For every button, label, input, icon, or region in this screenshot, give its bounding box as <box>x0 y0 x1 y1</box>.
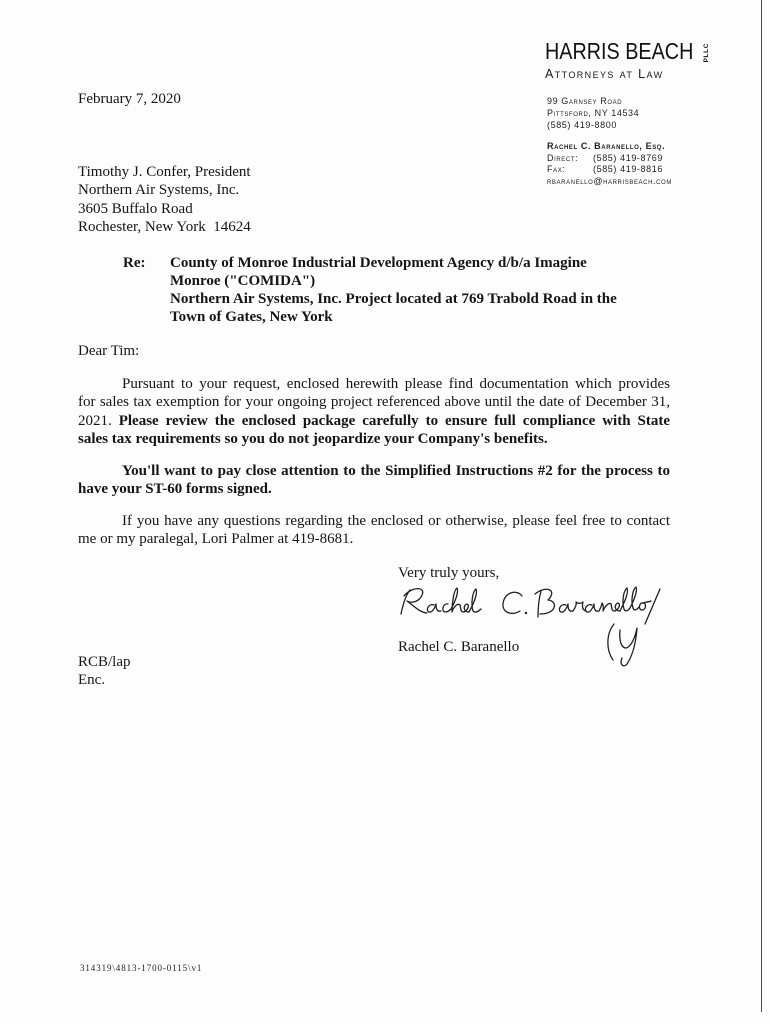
recipient-line: Northern Air Systems, Inc. <box>78 182 240 199</box>
paragraph-line: Pursuant to your request, enclosed herewith please find documentation which provides <box>122 376 670 392</box>
address-street: 99 Garnsey Road <box>547 96 623 106</box>
letter-date: February 7, 2020 <box>78 91 181 107</box>
subject-line: County of Monroe Industrial Development Agency d/b/a Imagine <box>170 255 587 271</box>
address-city: Pittsford, NY 14534 <box>547 108 640 118</box>
paragraph-text: 2021. <box>78 412 112 429</box>
paragraph-line <box>78 412 670 430</box>
address-phone: (585) 419-8800 <box>547 120 617 130</box>
body-paragraph-2 <box>78 462 670 499</box>
attorney-email: rbaranello@harrisbeach.com <box>547 175 672 186</box>
footer-document-id: 314319\4813-1700-0115\v1 <box>80 963 203 973</box>
firm-suffix: PLLC <box>703 43 710 63</box>
firm-tagline: Attorneys at Law <box>545 67 664 81</box>
paragraph-line: for sales tax exemption for your ongoing project referenced above until the date of December 31, <box>78 394 670 411</box>
recipient-address <box>78 163 251 236</box>
recipient-line: Rochester, New York 14624 <box>78 218 251 235</box>
firm-address <box>547 95 639 131</box>
reference-initials: RCB/lap <box>78 654 131 670</box>
subject-line: Northern Air Systems, Inc. Project located at 769 Trabold Road in the <box>170 291 617 307</box>
attorney-name: Rachel C. Baranello, Esq. <box>547 141 666 151</box>
paragraph-bold-text: Please review the enclosed package carefully to ensure full compliance with State <box>118 412 670 429</box>
direct-phone: (585) 419-8769 <box>593 152 663 163</box>
subject-line: Monroe ("COMIDA") <box>170 273 316 289</box>
signer-name: Rachel C. Baranello <box>398 639 520 655</box>
fax-row <box>547 164 672 176</box>
handwritten-signature <box>392 578 670 672</box>
direct-label: Direct: <box>547 152 579 163</box>
salutation: Dear Tim: <box>78 343 140 359</box>
closing: Very truly yours, <box>398 565 500 581</box>
paragraph-bold-line: sales tax requirements so you do not jeopardize your Company's benefits. <box>78 430 548 447</box>
direct-phone-row <box>547 153 672 165</box>
firm-name-logo: HARRIS BEACH <box>545 38 694 64</box>
paragraph-line: You'll want to pay close attention to the Simplified Instructions #2 for the process to <box>122 463 670 479</box>
recipient-line: Timothy J. Confer, President <box>78 164 251 180</box>
recipient-line: 3605 Buffalo Road <box>78 200 193 217</box>
subject-label: Re: <box>123 255 146 271</box>
body-paragraph-1 <box>78 375 670 448</box>
fax-number: (585) 419-8816 <box>593 164 663 175</box>
subject-lines <box>170 254 617 326</box>
enclosure-note: Enc. <box>78 672 106 688</box>
body-paragraph-3 <box>78 512 670 549</box>
paragraph-line: If you have any questions regarding the enclosed or otherwise, please feel free to contact <box>122 513 670 529</box>
paragraph-line: have your ST-60 forms signed. <box>78 481 272 498</box>
scan-edge-line <box>761 0 762 1012</box>
paragraph-line: me or my paralegal, Lori Palmer at 419-8681. <box>78 531 354 548</box>
subject-line: Town of Gates, New York <box>170 309 333 325</box>
fax-label: Fax: <box>547 164 566 175</box>
attorney-contact <box>547 141 672 187</box>
